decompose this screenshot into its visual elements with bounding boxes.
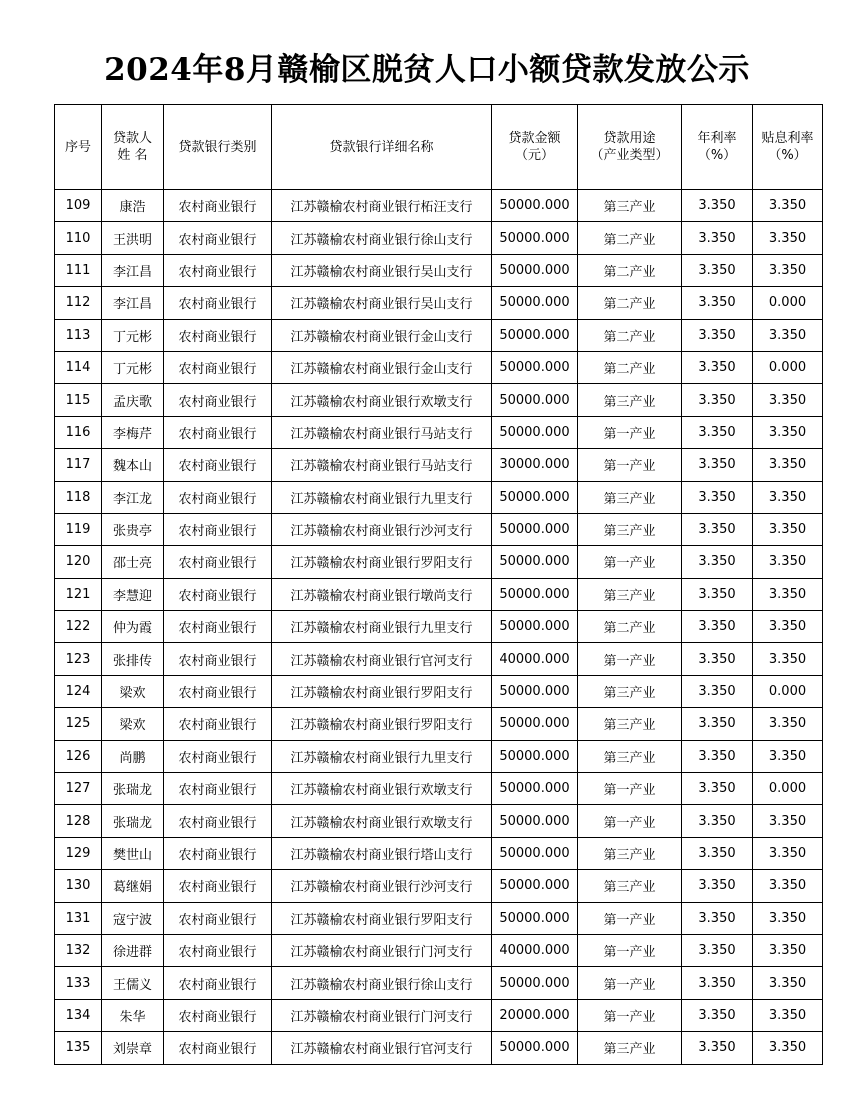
cell-usage: 第三产业 <box>578 1032 682 1064</box>
cell-bank-name: 江苏赣榆农村商业银行金山支行 <box>272 351 492 383</box>
cell-borrower: 寇宁波 <box>102 902 164 934</box>
cell-amount: 50000.000 <box>492 837 578 869</box>
cell-borrower: 丁元彬 <box>102 319 164 351</box>
cell-amount: 50000.000 <box>492 513 578 545</box>
cell-bank-type: 农村商业银行 <box>164 611 272 643</box>
cell-borrower: 王洪明 <box>102 222 164 254</box>
cell-rate: 3.350 <box>682 449 753 481</box>
cell-rate: 3.350 <box>682 773 753 805</box>
cell-usage: 第三产业 <box>578 481 682 513</box>
cell-amount: 50000.000 <box>492 481 578 513</box>
cell-bank-name: 江苏赣榆农村商业银行罗阳支行 <box>272 902 492 934</box>
cell-seq: 125 <box>55 708 102 740</box>
cell-usage: 第三产业 <box>578 384 682 416</box>
cell-bank-type: 农村商业银行 <box>164 967 272 999</box>
header-usage: 贷款用途 （产业类型） <box>578 105 682 190</box>
cell-subsidy: 3.350 <box>753 902 823 934</box>
table-row <box>55 578 823 610</box>
table-row <box>55 222 823 254</box>
cell-borrower: 王儒义 <box>102 967 164 999</box>
cell-subsidy: 3.350 <box>753 934 823 966</box>
cell-subsidy: 3.350 <box>753 708 823 740</box>
cell-seq: 130 <box>55 870 102 902</box>
cell-usage: 第三产业 <box>578 708 682 740</box>
cell-rate: 3.350 <box>682 870 753 902</box>
cell-bank-type: 农村商业银行 <box>164 190 272 222</box>
cell-amount: 40000.000 <box>492 643 578 675</box>
header-subsidy: 贴息利率 （%） <box>753 105 823 190</box>
cell-subsidy: 3.350 <box>753 319 823 351</box>
cell-bank-type: 农村商业银行 <box>164 902 272 934</box>
cell-bank-name: 江苏赣榆农村商业银行罗阳支行 <box>272 546 492 578</box>
table-row <box>55 190 823 222</box>
cell-bank-name: 江苏赣榆农村商业银行欢墩支行 <box>272 384 492 416</box>
cell-seq: 132 <box>55 934 102 966</box>
cell-bank-type: 农村商业银行 <box>164 999 272 1031</box>
cell-bank-type: 农村商业银行 <box>164 805 272 837</box>
cell-amount: 50000.000 <box>492 384 578 416</box>
cell-seq: 127 <box>55 773 102 805</box>
table-header-row <box>55 105 823 190</box>
cell-seq: 123 <box>55 643 102 675</box>
cell-borrower: 李江龙 <box>102 481 164 513</box>
cell-bank-name: 江苏赣榆农村商业银行官河支行 <box>272 1032 492 1064</box>
cell-rate: 3.350 <box>682 967 753 999</box>
cell-borrower: 梁欢 <box>102 675 164 707</box>
cell-rate: 3.350 <box>682 351 753 383</box>
cell-seq: 114 <box>55 351 102 383</box>
cell-borrower: 李梅芹 <box>102 416 164 448</box>
cell-usage: 第一产业 <box>578 416 682 448</box>
cell-bank-name: 江苏赣榆农村商业银行官河支行 <box>272 643 492 675</box>
cell-bank-name: 江苏赣榆农村商业银行马站支行 <box>272 449 492 481</box>
cell-bank-name: 江苏赣榆农村商业银行九里支行 <box>272 481 492 513</box>
cell-borrower: 尚鹏 <box>102 740 164 772</box>
cell-bank-type: 农村商业银行 <box>164 708 272 740</box>
cell-rate: 3.350 <box>682 837 753 869</box>
table-row <box>55 708 823 740</box>
cell-rate: 3.350 <box>682 546 753 578</box>
cell-bank-name: 江苏赣榆农村商业银行塔山支行 <box>272 837 492 869</box>
cell-borrower: 康浩 <box>102 190 164 222</box>
cell-bank-type: 农村商业银行 <box>164 222 272 254</box>
cell-amount: 50000.000 <box>492 416 578 448</box>
cell-subsidy: 3.350 <box>753 967 823 999</box>
cell-usage: 第二产业 <box>578 222 682 254</box>
cell-seq: 118 <box>55 481 102 513</box>
cell-rate: 3.350 <box>682 254 753 286</box>
cell-borrower: 樊世山 <box>102 837 164 869</box>
table-row <box>55 1032 823 1064</box>
header-borrower: 贷款人 姓 名 <box>102 105 164 190</box>
cell-bank-name: 江苏赣榆农村商业银行九里支行 <box>272 611 492 643</box>
cell-usage: 第一产业 <box>578 643 682 675</box>
cell-borrower: 葛继娟 <box>102 870 164 902</box>
cell-amount: 50000.000 <box>492 1032 578 1064</box>
cell-seq: 124 <box>55 675 102 707</box>
cell-bank-name: 江苏赣榆农村商业银行欢墩支行 <box>272 805 492 837</box>
cell-seq: 115 <box>55 384 102 416</box>
cell-rate: 3.350 <box>682 934 753 966</box>
cell-seq: 131 <box>55 902 102 934</box>
table-row <box>55 416 823 448</box>
table-row <box>55 287 823 319</box>
cell-rate: 3.350 <box>682 287 753 319</box>
cell-usage: 第二产业 <box>578 611 682 643</box>
cell-amount: 50000.000 <box>492 967 578 999</box>
cell-bank-name: 江苏赣榆农村商业银行罗阳支行 <box>272 675 492 707</box>
cell-subsidy: 3.350 <box>753 546 823 578</box>
page-title: 2024年8月赣榆区脱贫人口小额贷款发放公示 <box>104 52 750 88</box>
cell-rate: 3.350 <box>682 902 753 934</box>
cell-seq: 133 <box>55 967 102 999</box>
cell-bank-name: 江苏赣榆农村商业银行徐山支行 <box>272 222 492 254</box>
cell-bank-type: 农村商业银行 <box>164 254 272 286</box>
cell-borrower: 徐进群 <box>102 934 164 966</box>
table-row <box>55 740 823 772</box>
cell-bank-name: 江苏赣榆农村商业银行吴山支行 <box>272 287 492 319</box>
table-row <box>55 999 823 1031</box>
table-row <box>55 837 823 869</box>
cell-subsidy: 3.350 <box>753 254 823 286</box>
cell-rate: 3.350 <box>682 416 753 448</box>
cell-rate: 3.350 <box>682 578 753 610</box>
cell-seq: 129 <box>55 837 102 869</box>
cell-amount: 50000.000 <box>492 254 578 286</box>
cell-bank-type: 农村商业银行 <box>164 481 272 513</box>
cell-amount: 50000.000 <box>492 773 578 805</box>
cell-usage: 第三产业 <box>578 740 682 772</box>
cell-rate: 3.350 <box>682 1032 753 1064</box>
cell-usage: 第一产业 <box>578 546 682 578</box>
cell-usage: 第二产业 <box>578 319 682 351</box>
cell-bank-type: 农村商业银行 <box>164 740 272 772</box>
cell-bank-name: 江苏赣榆农村商业银行墩尚支行 <box>272 578 492 610</box>
header-bank-type: 贷款银行类别 <box>164 105 272 190</box>
cell-borrower: 李慧迎 <box>102 578 164 610</box>
table-row <box>55 773 823 805</box>
cell-bank-type: 农村商业银行 <box>164 578 272 610</box>
cell-amount: 50000.000 <box>492 222 578 254</box>
cell-borrower: 梁欢 <box>102 708 164 740</box>
cell-bank-type: 农村商业银行 <box>164 287 272 319</box>
cell-seq: 113 <box>55 319 102 351</box>
header-rate: 年利率 （%） <box>682 105 753 190</box>
cell-rate: 3.350 <box>682 740 753 772</box>
cell-seq: 112 <box>55 287 102 319</box>
cell-usage: 第二产业 <box>578 254 682 286</box>
cell-rate: 3.350 <box>682 805 753 837</box>
cell-subsidy: 3.350 <box>753 190 823 222</box>
cell-subsidy: 3.350 <box>753 222 823 254</box>
cell-rate: 3.350 <box>682 611 753 643</box>
cell-bank-type: 农村商业银行 <box>164 870 272 902</box>
cell-subsidy: 3.350 <box>753 999 823 1031</box>
cell-rate: 3.350 <box>682 643 753 675</box>
cell-seq: 120 <box>55 546 102 578</box>
header-amount: 贷款金额 （元） <box>492 105 578 190</box>
cell-bank-type: 农村商业银行 <box>164 449 272 481</box>
table-row <box>55 870 823 902</box>
cell-seq: 134 <box>55 999 102 1031</box>
cell-usage: 第一产业 <box>578 934 682 966</box>
cell-subsidy: 3.350 <box>753 384 823 416</box>
cell-bank-type: 农村商业银行 <box>164 351 272 383</box>
table-row <box>55 351 823 383</box>
table-row <box>55 902 823 934</box>
cell-bank-type: 农村商业银行 <box>164 546 272 578</box>
cell-rate: 3.350 <box>682 384 753 416</box>
cell-bank-type: 农村商业银行 <box>164 675 272 707</box>
cell-subsidy: 3.350 <box>753 1032 823 1064</box>
cell-subsidy: 3.350 <box>753 611 823 643</box>
cell-amount: 50000.000 <box>492 740 578 772</box>
cell-borrower: 魏本山 <box>102 449 164 481</box>
cell-subsidy: 3.350 <box>753 513 823 545</box>
cell-borrower: 李江昌 <box>102 254 164 286</box>
table-row <box>55 934 823 966</box>
cell-usage: 第三产业 <box>578 513 682 545</box>
cell-rate: 3.350 <box>682 222 753 254</box>
cell-bank-name: 江苏赣榆农村商业银行门河支行 <box>272 934 492 966</box>
cell-bank-name: 江苏赣榆农村商业银行沙河支行 <box>272 513 492 545</box>
table-row <box>55 384 823 416</box>
cell-subsidy: 3.350 <box>753 837 823 869</box>
cell-subsidy: 0.000 <box>753 773 823 805</box>
cell-usage: 第三产业 <box>578 870 682 902</box>
table-row <box>55 319 823 351</box>
cell-seq: 116 <box>55 416 102 448</box>
cell-amount: 50000.000 <box>492 675 578 707</box>
cell-bank-name: 江苏赣榆农村商业银行马站支行 <box>272 416 492 448</box>
cell-seq: 109 <box>55 190 102 222</box>
cell-bank-name: 江苏赣榆农村商业银行柘汪支行 <box>272 190 492 222</box>
cell-seq: 117 <box>55 449 102 481</box>
cell-bank-name: 江苏赣榆农村商业银行沙河支行 <box>272 870 492 902</box>
cell-rate: 3.350 <box>682 513 753 545</box>
cell-borrower: 张排传 <box>102 643 164 675</box>
cell-bank-type: 农村商业银行 <box>164 513 272 545</box>
cell-bank-type: 农村商业银行 <box>164 837 272 869</box>
cell-bank-name: 江苏赣榆农村商业银行欢墩支行 <box>272 773 492 805</box>
cell-seq: 128 <box>55 805 102 837</box>
cell-borrower: 刘崇章 <box>102 1032 164 1064</box>
cell-usage: 第一产业 <box>578 773 682 805</box>
cell-amount: 50000.000 <box>492 287 578 319</box>
cell-seq: 111 <box>55 254 102 286</box>
table-row <box>55 967 823 999</box>
cell-rate: 3.350 <box>682 999 753 1031</box>
cell-subsidy: 3.350 <box>753 870 823 902</box>
cell-borrower: 邵士亮 <box>102 546 164 578</box>
cell-subsidy: 3.350 <box>753 449 823 481</box>
cell-seq: 121 <box>55 578 102 610</box>
cell-amount: 50000.000 <box>492 708 578 740</box>
cell-borrower: 张贵亭 <box>102 513 164 545</box>
cell-usage: 第三产业 <box>578 190 682 222</box>
cell-usage: 第一产业 <box>578 967 682 999</box>
cell-bank-name: 江苏赣榆农村商业银行吴山支行 <box>272 254 492 286</box>
table-row <box>55 611 823 643</box>
cell-amount: 50000.000 <box>492 319 578 351</box>
cell-usage: 第三产业 <box>578 837 682 869</box>
cell-bank-type: 农村商业银行 <box>164 416 272 448</box>
cell-subsidy: 3.350 <box>753 578 823 610</box>
cell-seq: 126 <box>55 740 102 772</box>
cell-bank-type: 农村商业银行 <box>164 384 272 416</box>
table-row <box>55 513 823 545</box>
cell-borrower: 朱华 <box>102 999 164 1031</box>
cell-subsidy: 3.350 <box>753 740 823 772</box>
cell-seq: 119 <box>55 513 102 545</box>
cell-usage: 第一产业 <box>578 999 682 1031</box>
cell-usage: 第二产业 <box>578 351 682 383</box>
table-row <box>55 449 823 481</box>
cell-borrower: 张瑞龙 <box>102 773 164 805</box>
cell-amount: 50000.000 <box>492 611 578 643</box>
table-row <box>55 546 823 578</box>
cell-amount: 50000.000 <box>492 902 578 934</box>
cell-subsidy: 3.350 <box>753 643 823 675</box>
cell-usage: 第三产业 <box>578 578 682 610</box>
cell-seq: 122 <box>55 611 102 643</box>
cell-bank-name: 江苏赣榆农村商业银行罗阳支行 <box>272 708 492 740</box>
cell-bank-type: 农村商业银行 <box>164 643 272 675</box>
table-row <box>55 481 823 513</box>
cell-amount: 50000.000 <box>492 805 578 837</box>
cell-amount: 30000.000 <box>492 449 578 481</box>
cell-borrower: 孟庆歌 <box>102 384 164 416</box>
cell-subsidy: 3.350 <box>753 481 823 513</box>
cell-usage: 第三产业 <box>578 675 682 707</box>
header-seq: 序号 <box>55 105 102 190</box>
cell-bank-type: 农村商业银行 <box>164 319 272 351</box>
cell-subsidy: 0.000 <box>753 675 823 707</box>
cell-bank-type: 农村商业银行 <box>164 773 272 805</box>
cell-bank-name: 江苏赣榆农村商业银行徐山支行 <box>272 967 492 999</box>
cell-bank-name: 江苏赣榆农村商业银行九里支行 <box>272 740 492 772</box>
cell-borrower: 丁元彬 <box>102 351 164 383</box>
cell-usage: 第一产业 <box>578 449 682 481</box>
header-bank-name: 贷款银行详细名称 <box>272 105 492 190</box>
cell-usage: 第二产业 <box>578 287 682 319</box>
cell-bank-type: 农村商业银行 <box>164 934 272 966</box>
cell-rate: 3.350 <box>682 708 753 740</box>
cell-usage: 第一产业 <box>578 805 682 837</box>
cell-bank-type: 农村商业银行 <box>164 1032 272 1064</box>
cell-usage: 第一产业 <box>578 902 682 934</box>
table-row <box>55 805 823 837</box>
cell-seq: 135 <box>55 1032 102 1064</box>
cell-amount: 50000.000 <box>492 190 578 222</box>
table-row <box>55 643 823 675</box>
cell-subsidy: 0.000 <box>753 287 823 319</box>
table-row <box>55 254 823 286</box>
cell-borrower: 仲为霞 <box>102 611 164 643</box>
cell-amount: 50000.000 <box>492 870 578 902</box>
cell-subsidy: 3.350 <box>753 805 823 837</box>
cell-amount: 20000.000 <box>492 999 578 1031</box>
cell-amount: 50000.000 <box>492 578 578 610</box>
cell-rate: 3.350 <box>682 481 753 513</box>
cell-amount: 50000.000 <box>492 351 578 383</box>
loan-table <box>54 104 823 1065</box>
table-row <box>55 675 823 707</box>
cell-amount: 50000.000 <box>492 546 578 578</box>
cell-bank-name: 江苏赣榆农村商业银行金山支行 <box>272 319 492 351</box>
cell-rate: 3.350 <box>682 190 753 222</box>
cell-seq: 110 <box>55 222 102 254</box>
cell-borrower: 张瑞龙 <box>102 805 164 837</box>
cell-bank-name: 江苏赣榆农村商业银行门河支行 <box>272 999 492 1031</box>
cell-subsidy: 3.350 <box>753 416 823 448</box>
cell-rate: 3.350 <box>682 675 753 707</box>
cell-subsidy: 0.000 <box>753 351 823 383</box>
cell-rate: 3.350 <box>682 319 753 351</box>
cell-borrower: 李江昌 <box>102 287 164 319</box>
cell-amount: 40000.000 <box>492 934 578 966</box>
